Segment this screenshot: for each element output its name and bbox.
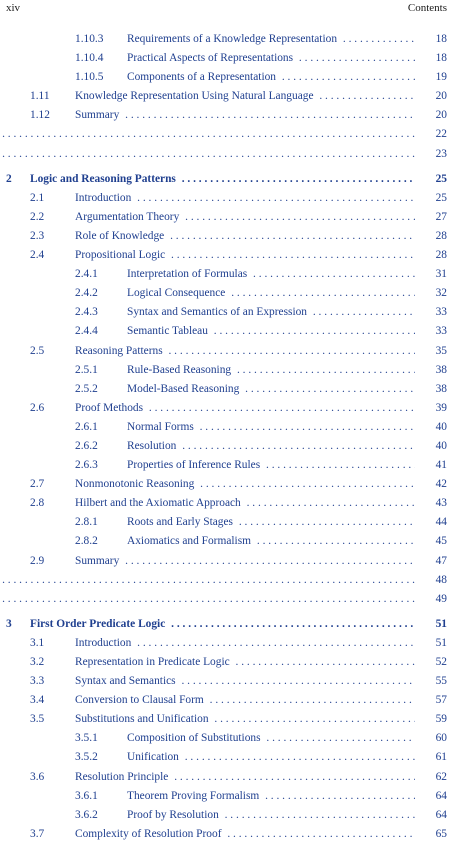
toc-entry-page[interactable]: 47: [421, 552, 447, 571]
toc-entry-page[interactable]: 44: [421, 513, 447, 532]
toc-entry-number: 2.4.2: [75, 287, 98, 300]
toc-entry-link[interactable]: [75, 106, 415, 125]
toc-entry-number: 2.4.1: [75, 268, 98, 281]
toc-entry-link[interactable]: [75, 825, 415, 844]
toc-entry-number: 2.8: [30, 497, 45, 510]
toc-entry-link[interactable]: [127, 284, 415, 303]
toc-entry-link[interactable]: [127, 380, 415, 399]
toc-entry-number: 3.5: [30, 713, 45, 726]
toc-entry-link[interactable]: [0, 590, 415, 609]
toc-entry-number: 3.5.2: [75, 751, 98, 764]
toc-entry-title: Practical Aspects of Representations: [127, 52, 296, 64]
toc-entry-title: Properties of Inference Rules: [127, 459, 263, 471]
toc-entry-page[interactable]: 25: [421, 189, 447, 208]
toc-entry[interactable]: [0, 246, 453, 265]
toc-entry-title: Summary: [75, 109, 122, 121]
toc-entry-title: Rule-Based Reasoning: [127, 364, 234, 376]
toc-entry-link[interactable]: [75, 552, 415, 571]
toc-entry-link[interactable]: [127, 806, 415, 825]
toc-entry-page[interactable]: 41: [421, 456, 447, 475]
toc-entry-link[interactable]: [127, 265, 415, 284]
toc-entry-title: Nonmonotonic Reasoning: [75, 478, 197, 490]
toc-entry-link[interactable]: [127, 513, 415, 532]
toc-entry-page[interactable]: 61: [421, 748, 447, 767]
toc-entry-title: Semantic Tableau: [127, 325, 211, 337]
toc-entry-page[interactable]: 19: [421, 68, 447, 87]
toc-entry-link[interactable]: [127, 729, 415, 748]
toc-entry-page[interactable]: 43: [421, 494, 447, 513]
toc-entry-link[interactable]: [127, 787, 415, 806]
toc-entry-page[interactable]: 31: [421, 265, 447, 284]
toc-entry-page[interactable]: 65: [421, 825, 447, 844]
toc-entry-number: 2.6.1: [75, 420, 98, 433]
toc-entry-link[interactable]: [75, 475, 415, 494]
toc-entry-page[interactable]: 33: [421, 303, 447, 322]
running-header: [6, 2, 447, 18]
toc-entry-title: Argumentation Theory: [75, 211, 182, 223]
toc-entry-page[interactable]: 64: [421, 806, 447, 825]
toc-entry-link[interactable]: [75, 227, 415, 246]
toc-entry-title: Axiomatics and Formalism: [127, 535, 254, 547]
toc-entry-page[interactable]: 49: [421, 590, 447, 609]
toc-entry-link[interactable]: [30, 615, 415, 634]
toc-entry-page[interactable]: 40: [421, 418, 447, 437]
toc-entry[interactable]: [0, 672, 453, 691]
toc-entry-page[interactable]: 32: [421, 284, 447, 303]
toc-entry-page[interactable]: 59: [421, 710, 447, 729]
toc-entry[interactable]: [0, 189, 453, 208]
toc-entry-link[interactable]: [127, 532, 415, 551]
toc-entry-number: 3.5.1: [75, 732, 98, 745]
toc-entry-number: 3.6.2: [75, 808, 98, 821]
toc-entry-link[interactable]: [0, 145, 415, 164]
toc-entry[interactable]: [0, 653, 453, 672]
toc-entry[interactable]: [0, 322, 453, 341]
toc-entry-number: 2.8.1: [75, 516, 98, 529]
toc-entry-link[interactable]: [127, 437, 415, 456]
toc-entry[interactable]: [0, 265, 453, 284]
toc-entry[interactable]: [0, 532, 453, 551]
toc-entry-title: Components of a Representation: [127, 71, 279, 83]
toc-entry-page[interactable]: 25: [421, 170, 447, 189]
toc-entry-page[interactable]: 33: [421, 322, 447, 341]
toc-entry[interactable]: [0, 208, 453, 227]
toc-entry-page[interactable]: 20: [421, 87, 447, 106]
toc-entry[interactable]: [0, 634, 453, 653]
toc-entry-page[interactable]: 51: [421, 634, 447, 653]
toc-entry-link[interactable]: [75, 691, 415, 710]
toc-entry-link[interactable]: [127, 418, 415, 437]
toc-entry-title: Hilbert and the Axiomatic Approach: [75, 497, 244, 509]
toc-entry-title: Composition of Substitutions: [127, 732, 264, 744]
toc-entry-link[interactable]: [75, 208, 415, 227]
table-of-contents: [0, 30, 453, 844]
toc-entry-title: Reasoning Patterns: [75, 345, 166, 357]
toc-entry-link[interactable]: [127, 456, 415, 475]
toc-entry-number: 2.5.1: [75, 363, 98, 376]
toc-entry[interactable]: [0, 615, 453, 634]
toc-entry-number: 3.6: [30, 770, 45, 783]
toc-entry-title: Substitutions and Unification: [75, 713, 212, 725]
toc-entry-title: First Order Predicate Logic: [30, 618, 168, 630]
toc-entry[interactable]: [0, 106, 453, 125]
toc-entry-title: Unification: [127, 751, 182, 763]
toc-entry-number: 2.9: [30, 554, 45, 567]
toc-entry-number: 2.3: [30, 229, 45, 242]
toc-entry-link[interactable]: [75, 494, 415, 513]
toc-entry-title: Logic and Reasoning Patterns: [30, 173, 179, 185]
toc-entry-title: Introduction: [75, 637, 134, 649]
toc-entry-title: Syntax and Semantics: [75, 675, 179, 687]
toc-entry[interactable]: [0, 342, 453, 361]
toc-entry-number: 3.6.1: [75, 789, 98, 802]
toc-entry-page[interactable]: 64: [421, 787, 447, 806]
toc-entry-page[interactable]: 42: [421, 475, 447, 494]
toc-entry-page[interactable]: 38: [421, 380, 447, 399]
toc-entry-number: 1.11: [30, 90, 50, 103]
toc-entry[interactable]: [0, 145, 453, 164]
toc-entry-title: Role of Knowledge: [75, 230, 167, 242]
toc-entry-number: 2.2: [30, 210, 45, 223]
toc-entry-page[interactable]: 27: [421, 208, 447, 227]
toc-entry[interactable]: [0, 768, 453, 787]
toc-entry-page[interactable]: 23: [421, 145, 447, 164]
toc-entry-number: 3.7: [30, 827, 45, 840]
toc-entry-title: Summary: [75, 555, 122, 567]
toc-entry-link[interactable]: [127, 30, 415, 49]
toc-entry-page[interactable]: 39: [421, 399, 447, 418]
toc-entry[interactable]: [0, 475, 453, 494]
toc-entry[interactable]: [0, 227, 453, 246]
toc-entry[interactable]: [0, 87, 453, 106]
toc-entry-number: 2: [6, 172, 12, 185]
toc-entry-link[interactable]: [75, 189, 415, 208]
page-number: xiv: [6, 2, 21, 14]
toc-entry-page[interactable]: 48: [421, 571, 447, 590]
toc-entry-page[interactable]: 22: [421, 125, 447, 144]
toc-entry-title: Normal Forms: [127, 421, 197, 433]
toc-entry-link[interactable]: [30, 170, 415, 189]
toc-entry-number: 1.10.4: [75, 52, 104, 65]
toc-entry[interactable]: [0, 748, 453, 767]
toc-entry[interactable]: [0, 284, 453, 303]
toc-entry-link[interactable]: [0, 125, 415, 144]
toc-entry-page[interactable]: 51: [421, 615, 447, 634]
toc-entry-title: Proof by Resolution: [127, 809, 222, 821]
toc-entry-link[interactable]: [75, 246, 415, 265]
toc-entry-page[interactable]: 38: [421, 361, 447, 380]
toc-entry[interactable]: [0, 456, 453, 475]
toc-entry-link[interactable]: [127, 49, 415, 68]
toc-entry-link[interactable]: [0, 571, 415, 590]
toc-entry-title: Resolution Principle: [75, 771, 171, 783]
toc-entry-title: Interpretation of Formulas: [127, 268, 250, 280]
toc-entry-link[interactable]: [75, 87, 415, 106]
toc-entry-page[interactable]: 45: [421, 532, 447, 551]
toc-entry-number: 3.3: [30, 675, 45, 688]
toc-entry-number: 2.4: [30, 249, 45, 262]
toc-entry-link[interactable]: [75, 634, 415, 653]
toc-entry-page[interactable]: 52: [421, 653, 447, 672]
toc-entry-page[interactable]: 20: [421, 106, 447, 125]
toc-entry-title: Theorem Proving Formalism: [127, 790, 262, 802]
toc-entry[interactable]: [0, 729, 453, 748]
toc-entry-number: 2.6.2: [75, 439, 98, 452]
toc-entry-page[interactable]: 28: [421, 246, 447, 265]
toc-entry[interactable]: [0, 552, 453, 571]
toc-entry[interactable]: [0, 68, 453, 87]
toc-entry-link[interactable]: [75, 399, 415, 418]
toc-entry-page[interactable]: 35: [421, 342, 447, 361]
toc-entry-page[interactable]: 40: [421, 437, 447, 456]
toc-entry-link[interactable]: [75, 653, 415, 672]
toc-entry[interactable]: [0, 49, 453, 68]
toc-entry-page[interactable]: 60: [421, 729, 447, 748]
toc-entry-title: Syntax and Semantics of an Expression: [127, 306, 310, 318]
toc-entry-title: Complexity of Resolution Proof: [75, 828, 225, 840]
toc-entry-link[interactable]: [127, 322, 415, 341]
toc-entry-title: Resolution: [127, 440, 179, 452]
toc-entry-page[interactable]: 57: [421, 691, 447, 710]
toc-entry-page[interactable]: 55: [421, 672, 447, 691]
toc-entry[interactable]: [0, 303, 453, 322]
running-title: Contents: [407, 2, 447, 14]
toc-entry-number: 3: [6, 617, 12, 630]
toc-entry-link[interactable]: [75, 672, 415, 691]
toc-entry-number: 3.2: [30, 656, 45, 668]
toc-entry[interactable]: [0, 418, 453, 437]
toc-entry-number: 3.4: [30, 694, 45, 707]
toc-entry[interactable]: [0, 170, 453, 189]
toc-entry-title: Propositional Logic: [75, 249, 168, 261]
toc-entry-link[interactable]: [127, 748, 415, 767]
toc-entry-number: 2.6: [30, 401, 45, 414]
toc-entry-number: 1.10.3: [75, 33, 104, 45]
toc-entry-number: 1.10.5: [75, 71, 104, 84]
toc-entry-number: 1.12: [30, 109, 50, 122]
toc-entry[interactable]: [0, 399, 453, 418]
toc-entry-link[interactable]: [75, 342, 415, 361]
toc-entry-link[interactable]: [127, 68, 415, 87]
toc-entry-page[interactable]: 18: [421, 49, 447, 68]
toc-entry[interactable]: [0, 437, 453, 456]
toc-entry-title: Knowledge Representation Using Natural Language: [75, 90, 317, 102]
toc-entry-title: Roots and Early Stages: [127, 516, 236, 528]
toc-entry[interactable]: [0, 590, 453, 609]
toc-entry-number: 2.1: [30, 191, 45, 204]
toc-entry[interactable]: [0, 787, 453, 806]
toc-entry-title: Introduction: [75, 192, 134, 204]
toc-entry[interactable]: [0, 361, 453, 380]
toc-entry-title: Requirements of a Knowledge Representation: [127, 33, 340, 45]
toc-entry-number: 2.6.3: [75, 459, 98, 472]
toc-entry-number: 2.4.3: [75, 306, 98, 319]
toc-entry-title: Proof Methods: [75, 402, 146, 414]
toc-entry-page[interactable]: 28: [421, 227, 447, 246]
toc-entry-number: 2.4.4: [75, 325, 98, 338]
toc-entry-page[interactable]: 18: [421, 30, 447, 49]
toc-entry-number: 2.5.2: [75, 382, 98, 395]
toc-entry[interactable]: [0, 513, 453, 532]
toc-entry[interactable]: [0, 691, 453, 710]
toc-entry[interactable]: [0, 125, 453, 144]
toc-entry-title: Model-Based Reasoning: [127, 383, 242, 395]
toc-entry[interactable]: [0, 825, 453, 844]
toc-entry-title: Representation in Predicate Logic: [75, 656, 233, 668]
toc-entry-number: 3.1: [30, 636, 45, 649]
toc-entry[interactable]: [0, 571, 453, 590]
toc-entry-link[interactable]: [127, 361, 415, 380]
toc-entry-number: 2.5: [30, 344, 45, 357]
toc-entry-number: 2.8.2: [75, 535, 98, 548]
toc-entry[interactable]: [0, 494, 453, 513]
toc-entry-link[interactable]: [127, 303, 415, 322]
toc-entry[interactable]: [0, 806, 453, 825]
toc-entry[interactable]: [0, 30, 453, 49]
toc-entry-link[interactable]: [75, 768, 415, 787]
toc-entry-number: 2.7: [30, 478, 45, 491]
toc-entry-page[interactable]: 62: [421, 768, 447, 787]
toc-entry-title: Conversion to Clausal Form: [75, 694, 207, 706]
toc-entry[interactable]: [0, 380, 453, 399]
toc-entry-title: Logical Consequence: [127, 287, 228, 299]
